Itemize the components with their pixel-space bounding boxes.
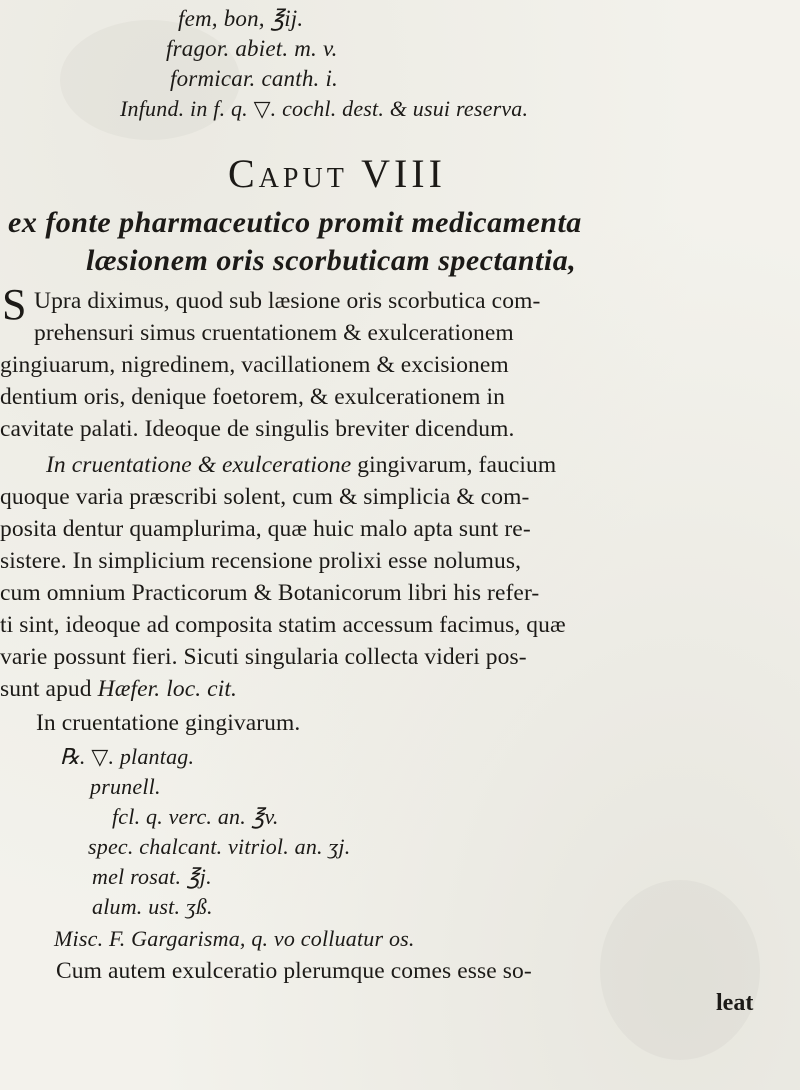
text-line: prehensuri simus cruentationem & exulcerationem [34,320,514,346]
recipe-heading: In cruentatione gingivarum. [36,710,301,736]
text-line: quoque varia præscribi solent, cum & simplicia & com- [0,484,530,510]
text-fragment: sunt apud [0,676,92,702]
recipe-item: alum. ust. ʒß. [92,894,213,919]
text-line: posita dentur quamplurima, quæ huic malo apta sunt re- [0,516,531,542]
lead-italic: In cruentatione & exulceratione [46,452,352,478]
recipe-line: formicar. canth. i. [170,66,338,91]
catchword: leat [716,990,754,1016]
recipe-item: fcl. q. verc. an. ℥v. [112,804,279,829]
text-line [46,452,556,479]
text-line: cavitate palati. Ideoque de singulis breviter dicendum. [0,416,515,442]
lead-rest: gingivarum, faucium [351,452,557,478]
recipe-line: fem, bon, ℥ij. [178,6,304,31]
paper-stain [600,880,760,1060]
text-line: Upra diximus, quod sub læsione oris scorbutica com- [34,288,541,314]
chapter-subtitle: læsionem oris scorbuticam spectantia, [86,244,577,277]
recipe-item: ℞. ▽. plantag. [60,744,195,769]
chapter-subtitle: ex fonte pharmaceutico promit medicamenta [8,206,582,239]
recipe-line: fragor. abiet. m. v. [166,36,338,61]
drop-cap: S [2,280,27,329]
text-line: cum omnium Practicorum & Botanicorum libri his refer- [0,580,540,606]
recipe-line: Infund. in f. q. ▽. cochl. dest. & usui reserva. [120,96,529,121]
recipe-item: mel rosat. ℥j. [92,864,212,889]
text-line: varie possunt fieri. Sicuti singularia collecta videri pos- [0,644,527,670]
chapter-title: Caput VIII [228,151,446,196]
text-line: dentium oris, denique foetorem, & exulcerationem in [0,384,505,410]
recipe-directions: Misc. F. Gargarisma, q. vo colluatur os. [54,926,415,951]
text-line: Cum autem exulceratio plerumque comes esse so- [56,958,532,984]
text-line: sistere. In simplicium recensione prolixi esse nolumus, [0,548,522,574]
recipe-item: spec. chalcant. vitriol. an. ʒj. [88,834,351,859]
recipe-item: prunell. [90,774,161,799]
text-line [0,676,237,703]
text-line: ti sint, ideoque ad composita statim accessum facimus, quæ [0,612,566,638]
text-line: gingiuarum, nigredinem, vacillationem & excisionem [0,352,509,378]
citation: Hæfer. loc. cit. [97,676,237,702]
